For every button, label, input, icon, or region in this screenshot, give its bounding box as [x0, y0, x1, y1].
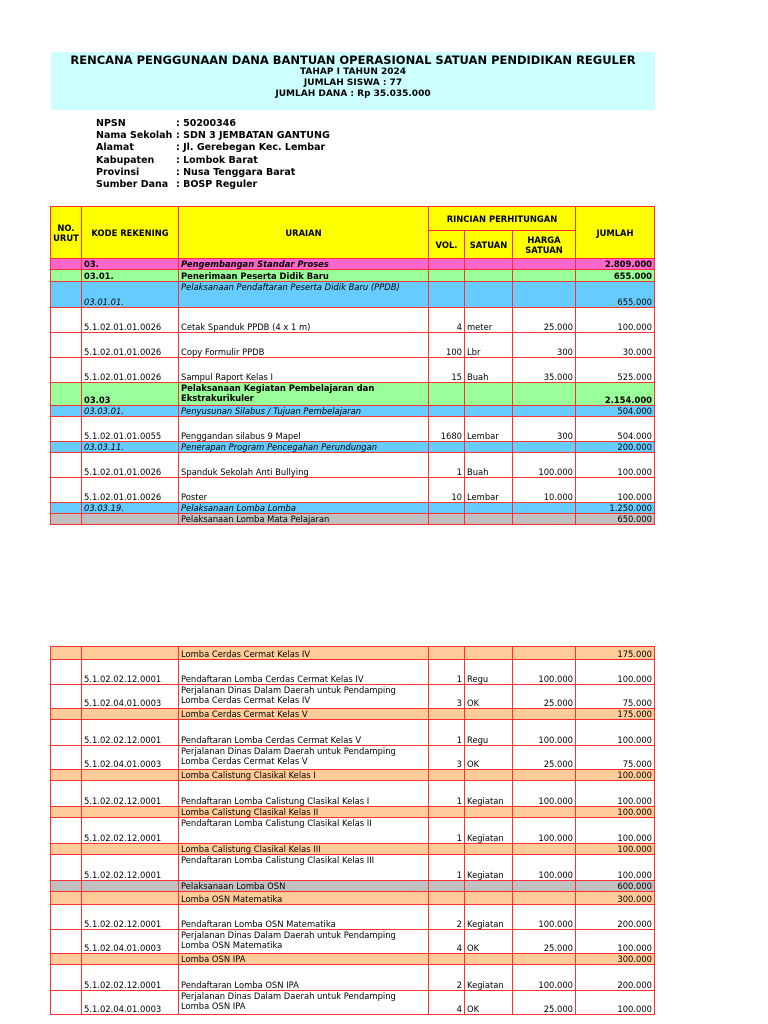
vol-cell — [429, 881, 465, 892]
kode-cell — [82, 770, 179, 781]
no-cell — [51, 660, 82, 685]
kode-cell: 5.1.02.01.01.0026 — [82, 478, 179, 503]
no-cell — [51, 514, 82, 525]
table-row — [51, 358, 655, 383]
jumlah-cell: 75.000 — [576, 746, 655, 770]
vol-cell: 1 — [429, 781, 465, 807]
kode-cell — [82, 807, 179, 818]
jumlah-cell: 600.000 — [576, 881, 655, 892]
satuan-cell: Kegiatan — [465, 965, 513, 991]
table-row — [51, 647, 655, 660]
harga-cell: 35.000 — [513, 358, 576, 383]
uraian-cell: Pendaftaran Lomba Cerdas Cermat Kelas V — [179, 720, 429, 746]
vol-cell — [429, 647, 465, 660]
budget-table-2 — [50, 646, 655, 1015]
jumlah-cell: 504.000 — [576, 406, 655, 417]
satuan-cell: Buah — [465, 453, 513, 478]
satuan-cell — [465, 807, 513, 818]
uraian-cell: Perjalanan Dinas Dalam Daerah untuk Pendamping Lomba Cerdas Cermat Kelas V — [179, 746, 429, 770]
document-students: JUMLAH SISWA : 77 — [303, 78, 403, 88]
uraian-cell: Pendaftaran Lomba Cerdas Cermat Kelas IV — [179, 660, 429, 685]
uraian-cell: Perjalanan Dinas Dalam Daerah untuk Pendamping Lomba Cerdas Cermat Kelas IV — [179, 685, 429, 709]
satuan-cell: Kegiatan — [465, 818, 513, 844]
document-stage: TAHAP I TAHUN 2024 — [299, 67, 407, 77]
vol-cell — [429, 954, 465, 965]
satuan-cell: meter — [465, 308, 513, 333]
satuan-cell: OK — [465, 746, 513, 770]
vol-cell: 4 — [429, 991, 465, 1015]
table-row — [51, 660, 655, 685]
kode-cell: 5.1.02.01.01.0026 — [82, 308, 179, 333]
kode-cell — [82, 844, 179, 855]
vol-cell — [429, 270, 465, 282]
school-info-value: : BOSP Reguler — [176, 179, 258, 191]
satuan-cell — [465, 270, 513, 282]
satuan-cell — [465, 954, 513, 965]
school-info-label: Alamat — [96, 142, 134, 154]
table-row — [51, 308, 655, 333]
table-row — [51, 720, 655, 746]
kode-cell: 03.03.19. — [82, 503, 179, 514]
satuan-cell — [465, 383, 513, 406]
kode-cell: 5.1.02.02.12.0001 — [82, 781, 179, 807]
jumlah-cell: 100.000 — [576, 720, 655, 746]
budget-table-1 — [50, 206, 655, 525]
satuan-cell — [465, 647, 513, 660]
kode-cell: 5.1.02.02.12.0001 — [82, 818, 179, 844]
jumlah-cell: 200.000 — [576, 965, 655, 991]
harga-cell — [513, 770, 576, 781]
harga-cell — [513, 807, 576, 818]
satuan-cell: Lbr — [465, 333, 513, 358]
harga-cell: 25.000 — [513, 991, 576, 1015]
no-cell — [51, 647, 82, 660]
vol-cell: 1680 — [429, 417, 465, 442]
school-info-value: : Nusa Tenggara Barat — [176, 166, 296, 178]
kode-cell: 03. — [82, 259, 179, 270]
kode-cell: 03.01.01. — [82, 282, 179, 308]
col-harga: HARGA SATUAN — [513, 231, 576, 259]
harga-cell: 100.000 — [513, 855, 576, 881]
uraian-cell: Sampul Raport Kelas I — [179, 358, 429, 383]
jumlah-cell: 100.000 — [576, 844, 655, 855]
harga-cell — [513, 406, 576, 417]
no-cell — [51, 930, 82, 954]
no-cell — [51, 259, 82, 270]
vol-cell: 3 — [429, 746, 465, 770]
harga-cell: 25.000 — [513, 930, 576, 954]
table-row — [51, 965, 655, 991]
table-row — [51, 514, 655, 525]
satuan-cell: OK — [465, 930, 513, 954]
uraian-cell: Perjalanan Dinas Dalam Daerah untuk Pendamping Lomba OSN IPA — [179, 991, 429, 1015]
no-cell — [51, 453, 82, 478]
vol-cell: 2 — [429, 905, 465, 930]
uraian-cell: Penggandan silabus 9 Mapel — [179, 417, 429, 442]
table-row — [51, 770, 655, 781]
table-row — [51, 503, 655, 514]
jumlah-cell: 100.000 — [576, 453, 655, 478]
table-row — [51, 383, 655, 406]
kode-cell: 5.1.02.04.01.0003 — [82, 930, 179, 954]
uraian-cell: Pendaftaran Lomba Calistung Clasikal Kelas III — [179, 855, 429, 881]
jumlah-cell: 30.000 — [576, 333, 655, 358]
no-cell — [51, 965, 82, 991]
col-satuan: SATUAN — [465, 231, 513, 259]
no-cell — [51, 442, 82, 453]
uraian-cell: Pengembangan Standar Proses — [179, 259, 429, 270]
harga-cell: 100.000 — [513, 781, 576, 807]
uraian-cell: Pendaftaran Lomba OSN Matematika — [179, 905, 429, 930]
table-row — [51, 905, 655, 930]
no-cell — [51, 818, 82, 844]
vol-cell: 1 — [429, 855, 465, 881]
no-cell — [51, 844, 82, 855]
school-info — [96, 118, 330, 191]
table-row — [51, 892, 655, 905]
no-cell — [51, 478, 82, 503]
no-cell — [51, 282, 82, 308]
satuan-cell — [465, 406, 513, 417]
kode-cell — [82, 647, 179, 660]
kode-cell: 5.1.02.04.01.0003 — [82, 746, 179, 770]
table-row — [51, 781, 655, 807]
satuan-cell: OK — [465, 991, 513, 1015]
vol-cell — [429, 282, 465, 308]
harga-cell — [513, 503, 576, 514]
uraian-cell: Poster — [179, 478, 429, 503]
kode-cell: 03.03.11. — [82, 442, 179, 453]
vol-cell: 10 — [429, 478, 465, 503]
no-cell — [51, 503, 82, 514]
uraian-cell: Pendaftaran Lomba Calistung Clasikal Kelas I — [179, 781, 429, 807]
no-cell — [51, 905, 82, 930]
satuan-cell — [465, 770, 513, 781]
satuan-cell: Lembar — [465, 417, 513, 442]
harga-cell: 25.000 — [513, 746, 576, 770]
jumlah-cell: 100.000 — [576, 991, 655, 1015]
jumlah-cell: 100.000 — [576, 807, 655, 818]
vol-cell — [429, 406, 465, 417]
no-cell — [51, 709, 82, 720]
table-row — [51, 417, 655, 442]
jumlah-cell: 200.000 — [576, 442, 655, 453]
jumlah-cell: 300.000 — [576, 892, 655, 905]
table-row — [51, 282, 655, 308]
satuan-cell: Regu — [465, 660, 513, 685]
harga-cell: 100.000 — [513, 905, 576, 930]
harga-cell — [513, 383, 576, 406]
kode-cell — [82, 514, 179, 525]
no-cell — [51, 333, 82, 358]
table-row — [51, 991, 655, 1015]
jumlah-cell: 100.000 — [576, 855, 655, 881]
jumlah-cell: 100.000 — [576, 770, 655, 781]
uraian-cell: Pendaftaran Lomba OSN IPA — [179, 965, 429, 991]
jumlah-cell: 200.000 — [576, 905, 655, 930]
vol-cell — [429, 442, 465, 453]
harga-cell — [513, 892, 576, 905]
school-info-row — [96, 142, 330, 154]
school-info-value: : Lombok Barat — [176, 154, 258, 166]
harga-cell — [513, 844, 576, 855]
jumlah-cell: 75.000 — [576, 685, 655, 709]
table-row — [51, 406, 655, 417]
no-cell — [51, 770, 82, 781]
col-jumlah: JUMLAH — [576, 207, 655, 259]
table-row — [51, 478, 655, 503]
school-info-row — [96, 130, 330, 142]
no-cell — [51, 855, 82, 881]
document-title: RENCANA PENGGUNAAN DANA BANTUAN OPERASIONAL SATUAN PENDIDIKAN REGULER — [70, 53, 636, 67]
vol-cell — [429, 383, 465, 406]
jumlah-cell: 655.000 — [576, 270, 655, 282]
satuan-cell: Kegiatan — [465, 855, 513, 881]
table-row — [51, 270, 655, 282]
satuan-cell — [465, 442, 513, 453]
table-row — [51, 442, 655, 453]
uraian-cell: Cetak Spanduk PPDB (4 x 1 m) — [179, 308, 429, 333]
satuan-cell: OK — [465, 685, 513, 709]
table-row — [51, 844, 655, 855]
no-cell — [51, 781, 82, 807]
no-cell — [51, 991, 82, 1015]
satuan-cell: Regu — [465, 720, 513, 746]
kode-cell: 5.1.02.01.01.0026 — [82, 333, 179, 358]
kode-cell: 5.1.02.04.01.0003 — [82, 685, 179, 709]
uraian-cell: Pendaftaran Lomba Calistung Clasikal Kelas II — [179, 818, 429, 844]
table-row — [51, 685, 655, 709]
kode-cell — [82, 709, 179, 720]
vol-cell — [429, 844, 465, 855]
harga-cell: 300 — [513, 333, 576, 358]
kode-cell: 03.03 — [82, 383, 179, 406]
kode-cell — [82, 892, 179, 905]
uraian-cell: Copy Formulir PPDB — [179, 333, 429, 358]
uraian-cell: Lomba Calistung Clasikal Kelas III — [179, 844, 429, 855]
uraian-cell: Lomba Calistung Clasikal Kelas I — [179, 770, 429, 781]
school-info-value: : SDN 3 JEMBATAN GANTUNG — [176, 130, 330, 142]
no-cell — [51, 881, 82, 892]
jumlah-cell: 2.154.000 — [576, 383, 655, 406]
satuan-cell: Lembar — [465, 478, 513, 503]
school-info-row — [96, 155, 330, 167]
satuan-cell: Kegiatan — [465, 905, 513, 930]
vol-cell: 4 — [429, 308, 465, 333]
kode-cell: 5.1.02.01.01.0055 — [82, 417, 179, 442]
jumlah-cell: 504.000 — [576, 417, 655, 442]
table-row — [51, 333, 655, 358]
vol-cell: 15 — [429, 358, 465, 383]
vol-cell: 100 — [429, 333, 465, 358]
table-row — [51, 746, 655, 770]
vol-cell: 1 — [429, 818, 465, 844]
vol-cell: 4 — [429, 930, 465, 954]
harga-cell: 100.000 — [513, 818, 576, 844]
no-cell — [51, 892, 82, 905]
kode-cell: 5.1.02.02.12.0001 — [82, 720, 179, 746]
table-row — [51, 855, 655, 881]
vol-cell — [429, 892, 465, 905]
table-row — [51, 954, 655, 965]
table-row — [51, 453, 655, 478]
table-row — [51, 259, 655, 270]
jumlah-cell: 100.000 — [576, 478, 655, 503]
kode-cell: 5.1.02.02.12.0001 — [82, 905, 179, 930]
uraian-cell: Pelaksanaan Kegiatan Pembelajaran dan Ekstrakurikuler — [179, 383, 429, 406]
jumlah-cell: 100.000 — [576, 660, 655, 685]
kode-cell: 03.03.01. — [82, 406, 179, 417]
no-cell — [51, 807, 82, 818]
vol-cell — [429, 503, 465, 514]
no-cell — [51, 417, 82, 442]
uraian-cell: Spanduk Sekolah Anti Bullying — [179, 453, 429, 478]
satuan-cell — [465, 503, 513, 514]
vol-cell — [429, 770, 465, 781]
table-row — [51, 930, 655, 954]
school-info-row — [96, 118, 330, 130]
harga-cell — [513, 282, 576, 308]
vol-cell: 1 — [429, 720, 465, 746]
document-total-funds: JUMLAH DANA : Rp 35.035.000 — [275, 89, 431, 99]
col-kode: KODE REKENING — [82, 207, 179, 259]
satuan-cell: Buah — [465, 358, 513, 383]
uraian-cell: Perjalanan Dinas Dalam Daerah untuk Pendamping Lomba OSN Matematika — [179, 930, 429, 954]
uraian-cell: Pelaksanaan Pendaftaran Peserta Didik Baru (PPDB) — [179, 282, 429, 308]
uraian-cell: Lomba Cerdas Cermat Kelas V — [179, 709, 429, 720]
no-cell — [51, 720, 82, 746]
satuan-cell — [465, 282, 513, 308]
no-cell — [51, 746, 82, 770]
no-cell — [51, 685, 82, 709]
uraian-cell: Pelaksanaan Lomba OSN — [179, 881, 429, 892]
harga-cell: 100.000 — [513, 660, 576, 685]
jumlah-cell: 175.000 — [576, 709, 655, 720]
no-cell — [51, 383, 82, 406]
harga-cell — [513, 954, 576, 965]
vol-cell: 2 — [429, 965, 465, 991]
jumlah-cell: 650.000 — [576, 514, 655, 525]
col-rincian: RINCIAN PERHITUNGAN — [429, 207, 576, 231]
vol-cell — [429, 709, 465, 720]
jumlah-cell: 525.000 — [576, 358, 655, 383]
harga-cell — [513, 647, 576, 660]
satuan-cell — [465, 892, 513, 905]
vol-cell: 3 — [429, 685, 465, 709]
satuan-cell — [465, 881, 513, 892]
school-info-row — [96, 167, 330, 179]
kode-cell: 5.1.02.02.12.0001 — [82, 660, 179, 685]
jumlah-cell: 100.000 — [576, 781, 655, 807]
school-info-label: Nama Sekolah — [96, 130, 173, 142]
uraian-cell: Penerimaan Peserta Didik Baru — [179, 270, 429, 282]
kode-cell: 5.1.02.01.01.0026 — [82, 453, 179, 478]
harga-cell: 10.000 — [513, 478, 576, 503]
no-cell — [51, 954, 82, 965]
table-header-row — [51, 207, 655, 231]
vol-cell — [429, 514, 465, 525]
harga-cell — [513, 881, 576, 892]
col-no: NO. URUT — [51, 207, 82, 259]
document-title-block — [51, 52, 655, 110]
harga-cell — [513, 259, 576, 270]
harga-cell: 25.000 — [513, 308, 576, 333]
jumlah-cell: 1.250.000 — [576, 503, 655, 514]
harga-cell: 100.000 — [513, 720, 576, 746]
jumlah-cell: 100.000 — [576, 308, 655, 333]
jumlah-cell: 300.000 — [576, 954, 655, 965]
table-row — [51, 709, 655, 720]
harga-cell — [513, 442, 576, 453]
vol-cell: 1 — [429, 453, 465, 478]
uraian-cell: Lomba OSN Matematika — [179, 892, 429, 905]
uraian-cell: Lomba Calistung Clasikal Kelas II — [179, 807, 429, 818]
kode-cell: 5.1.02.04.01.0003 — [82, 991, 179, 1015]
school-info-value: : Jl. Gerebegan Kec. Lembar — [176, 142, 326, 154]
school-info-row — [96, 179, 330, 191]
uraian-cell: Lomba Cerdas Cermat Kelas IV — [179, 647, 429, 660]
harga-cell: 25.000 — [513, 685, 576, 709]
harga-cell — [513, 514, 576, 525]
school-info-label: Provinsi — [96, 166, 140, 178]
school-info-label: NPSN — [96, 118, 126, 129]
kode-cell — [82, 954, 179, 965]
harga-cell — [513, 709, 576, 720]
uraian-cell: Pelaksanaan Lomba Lomba — [179, 503, 429, 514]
satuan-cell — [465, 514, 513, 525]
vol-cell — [429, 807, 465, 818]
jumlah-cell: 655.000 — [576, 282, 655, 308]
harga-cell: 100.000 — [513, 453, 576, 478]
harga-cell: 100.000 — [513, 965, 576, 991]
kode-cell: 03.01. — [82, 270, 179, 282]
table-row — [51, 818, 655, 844]
table-row — [51, 807, 655, 818]
jumlah-cell: 100.000 — [576, 818, 655, 844]
uraian-cell: Penerapan Program Pencegahan Perundungan — [179, 442, 429, 453]
uraian-cell: Penyusunan Silabus / Tujuan Pembelajaran — [179, 406, 429, 417]
col-vol: VOL. — [429, 231, 465, 259]
kode-cell — [82, 881, 179, 892]
kode-cell: 5.1.02.01.01.0026 — [82, 358, 179, 383]
school-info-label: Sumber Dana — [96, 179, 169, 191]
uraian-cell: Lomba OSN IPA — [179, 954, 429, 965]
satuan-cell — [465, 709, 513, 720]
school-info-label: Kabupaten — [96, 154, 155, 166]
jumlah-cell: 175.000 — [576, 647, 655, 660]
col-uraian: URAIAN — [179, 207, 429, 259]
satuan-cell — [465, 259, 513, 270]
satuan-cell: Kegiatan — [465, 781, 513, 807]
satuan-cell — [465, 844, 513, 855]
jumlah-cell: 100.000 — [576, 930, 655, 954]
kode-cell: 5.1.02.02.12.0001 — [82, 965, 179, 991]
no-cell — [51, 270, 82, 282]
vol-cell — [429, 259, 465, 270]
harga-cell: 300 — [513, 417, 576, 442]
kode-cell: 5.1.02.02.12.0001 — [82, 855, 179, 881]
school-info-value: : 50200346 — [176, 118, 236, 129]
no-cell — [51, 406, 82, 417]
uraian-cell: Pelaksanaan Lomba Mata Pelajaran — [179, 514, 429, 525]
no-cell — [51, 358, 82, 383]
jumlah-cell: 2.809.000 — [576, 259, 655, 270]
harga-cell — [513, 270, 576, 282]
no-cell — [51, 308, 82, 333]
vol-cell: 1 — [429, 660, 465, 685]
table-row — [51, 881, 655, 892]
